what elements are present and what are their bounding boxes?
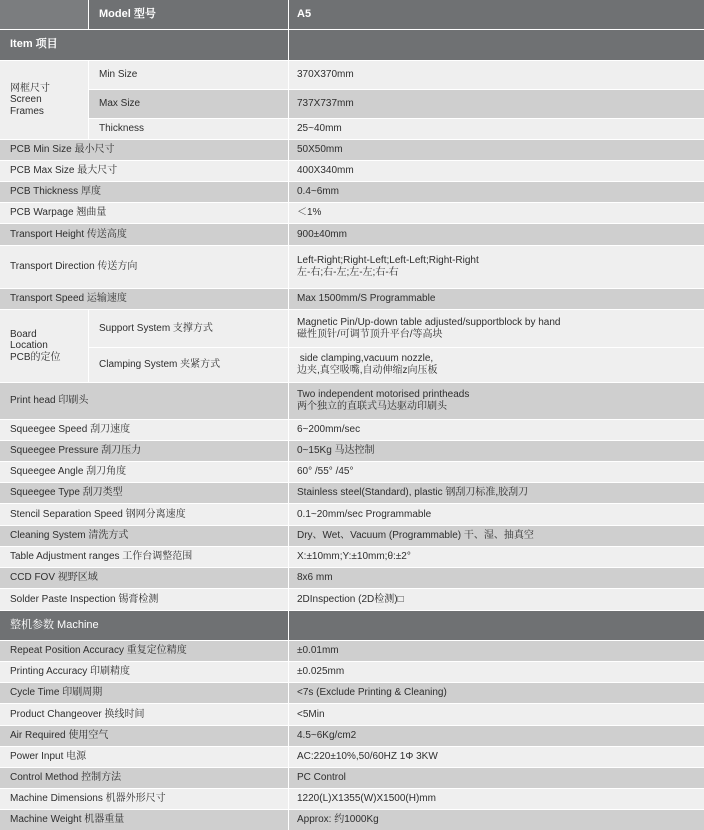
spec-value: ±0.025mm: [289, 662, 704, 682]
machine-header-row: [0, 611, 704, 640]
transport-direction-line1: Left-Right;Right-Left;Left-Left;Right-Right: [297, 255, 479, 266]
spec-label: Product Changeover 换线时间: [0, 704, 288, 725]
spec-label: Transport Height 传送高度: [0, 224, 288, 245]
spec-label: Squeegee Type 刮刀类型: [0, 483, 288, 503]
spec-value: ＜1%: [289, 203, 704, 223]
board-location-group-label: Board Location PCB的定位: [0, 310, 88, 382]
spec-label: Solder Paste Inspection 锡膏检测: [0, 589, 288, 610]
spec-label: Cycle Time 印刷周期: [0, 683, 288, 703]
screen-frames-min-value: 370X370mm: [289, 61, 704, 89]
spec-row: [0, 504, 704, 525]
model-row: [0, 0, 704, 29]
item-row: [0, 30, 704, 60]
spec-label: Repeat Position Accuracy 重复定位精度: [0, 641, 288, 661]
spec-label: PCB Thickness 厚度: [0, 182, 288, 202]
spec-label: Squeegee Angle 刮刀角度: [0, 462, 288, 482]
print-head-line2: 两个独立的直联式马达驱动印刷头: [297, 401, 447, 412]
spec-row: [0, 547, 704, 567]
spec-label: Power Input 电源: [0, 747, 288, 767]
spec-label: PCB Min Size 最小尺寸: [0, 140, 288, 160]
print-head-value: [289, 383, 704, 419]
spec-value: <5Min: [289, 704, 704, 725]
screen-frames-thickness-label: Thickness: [89, 119, 288, 139]
spec-label: PCB Warpage 翘曲量: [0, 203, 288, 223]
spec-label: Printing Accuracy 印刷精度: [0, 662, 288, 682]
model-label: Model 型号: [89, 0, 288, 29]
print-head-line1: Two independent motorised printheads: [297, 389, 470, 400]
print-head-row: [0, 383, 704, 419]
transport-direction-value: [289, 246, 704, 288]
print-head-label: Print head 印刷头: [0, 383, 288, 419]
spec-value: 900±40mm: [289, 224, 704, 245]
support-system-value: [289, 310, 704, 347]
transport-direction-line2: 左-右;右-左;左-左;右-右: [297, 267, 399, 278]
spec-value: 0~15Kg 马达控制: [289, 441, 704, 461]
screen-frames-thickness-value: 25~40mm: [289, 119, 704, 139]
spec-row: [0, 224, 704, 245]
support-system-label: Support System 支撑方式: [89, 310, 288, 347]
spec-row: [0, 683, 704, 703]
spec-row: [0, 161, 704, 181]
spec-row: [0, 662, 704, 682]
clamping-system-line2: 边夹,真空吸嘴,自动伸缩z向压板: [297, 365, 438, 376]
clamping-system-label: Clamping System 夹紧方式: [89, 348, 288, 382]
item-value-blank: [289, 30, 704, 60]
transport-speed-row: [0, 289, 704, 309]
spec-label: Air Required 使用空气: [0, 726, 288, 746]
spec-label: Control Method 控制方法: [0, 768, 288, 788]
spec-label: PCB Max Size 最大尺寸: [0, 161, 288, 181]
spec-value: 2DInspection (2D检测)□: [289, 589, 704, 610]
spec-row: [0, 704, 704, 725]
corner-cell: [0, 0, 88, 29]
spec-value: PC Control: [289, 768, 704, 788]
spec-row: [0, 483, 704, 503]
machine-header-blank: [289, 611, 704, 640]
spec-label: CCD FOV 视野区域: [0, 568, 288, 588]
spec-row: [0, 182, 704, 202]
spec-row: [0, 641, 704, 661]
spec-row: [0, 203, 704, 223]
support-system-line2: 磁性顶针/可调节顶升平台/等高块: [297, 328, 443, 340]
clamping-system-value: [289, 348, 704, 382]
spec-row: [0, 420, 704, 440]
spec-label: Stencil Separation Speed 钢网分离速度: [0, 504, 288, 525]
screen-frames-max-label: Max Size: [89, 90, 288, 118]
support-system-line1: Magnetic Pin/Up-down table adjusted/supportblock by hand: [297, 316, 561, 328]
spec-row: [0, 568, 704, 588]
spec-value: 0.1~20mm/sec Programmable: [289, 504, 704, 525]
spec-row: [0, 589, 704, 610]
spec-row: [0, 726, 704, 746]
spec-label: Machine Dimensions 机器外形尺寸: [0, 789, 288, 809]
spec-value: X:±10mm;Y:±10mm;θ:±2°: [289, 547, 704, 567]
spec-value: 0.4~6mm: [289, 182, 704, 202]
spec-label: Squeegee Speed 刮刀速度: [0, 420, 288, 440]
screen-frames-group-label: 网框尺寸 Screen Frames: [0, 61, 88, 139]
spec-row: [0, 441, 704, 461]
spec-row: [0, 747, 704, 767]
spec-value: 60° /55° /45°: [289, 462, 704, 482]
spec-value: ±0.01mm: [289, 641, 704, 661]
clamping-system-row: [0, 348, 704, 382]
clamping-system-line1: side clamping,vacuum nozzle,: [297, 353, 434, 364]
spec-label: Table Adjustment ranges 工作台调整范围: [0, 547, 288, 567]
screen-frames-max-row: [0, 90, 704, 118]
screen-frames-thickness-row: [0, 119, 704, 139]
spec-row: [0, 526, 704, 546]
spec-value: 50X50mm: [289, 140, 704, 160]
transport-direction-row: [0, 246, 704, 288]
spec-value: 400X340mm: [289, 161, 704, 181]
spec-value: Stainless steel(Standard), plastic 钢刮刀标准,胶刮刀: [289, 483, 704, 503]
spec-row: [0, 140, 704, 160]
spec-value: <7s (Exclude Printing & Cleaning): [289, 683, 704, 703]
transport-direction-label: Transport Direction 传送方向: [0, 246, 288, 288]
spec-value: Dry、Wet、Vacuum (Programmable) 干、湿、抽真空: [289, 526, 704, 546]
spec-value: Approx: 约1000Kg: [289, 810, 704, 830]
screen-frames-min-label: Min Size: [89, 61, 288, 89]
machine-header-label: 整机参数 Machine: [0, 611, 288, 640]
spec-row: [0, 789, 704, 809]
spec-row: [0, 462, 704, 482]
screen-frames-max-value: 737X737mm: [289, 90, 704, 118]
spec-row: [0, 810, 704, 830]
support-system-row: [0, 310, 704, 347]
spec-value: 8x6 mm: [289, 568, 704, 588]
transport-speed-value: Max 1500mm/S Programmable: [289, 289, 704, 309]
screen-frames-min-row: [0, 61, 704, 89]
spec-value: 4.5~6Kg/cm2: [289, 726, 704, 746]
spec-value: 6~200mm/sec: [289, 420, 704, 440]
spec-label: Squeegee Pressure 刮刀压力: [0, 441, 288, 461]
model-value: A5: [289, 0, 704, 29]
item-label: Item 项目: [0, 30, 288, 60]
spec-label: Machine Weight 机器重量: [0, 810, 288, 830]
transport-speed-label: Transport Speed 运输速度: [0, 289, 288, 309]
spec-value: 1220(L)X1355(W)X1500(H)mm: [289, 789, 704, 809]
spec-label: Cleaning System 清洗方式: [0, 526, 288, 546]
spec-value: AC:220±10%,50/60HZ 1Φ 3KW: [289, 747, 704, 767]
spec-row: [0, 768, 704, 788]
